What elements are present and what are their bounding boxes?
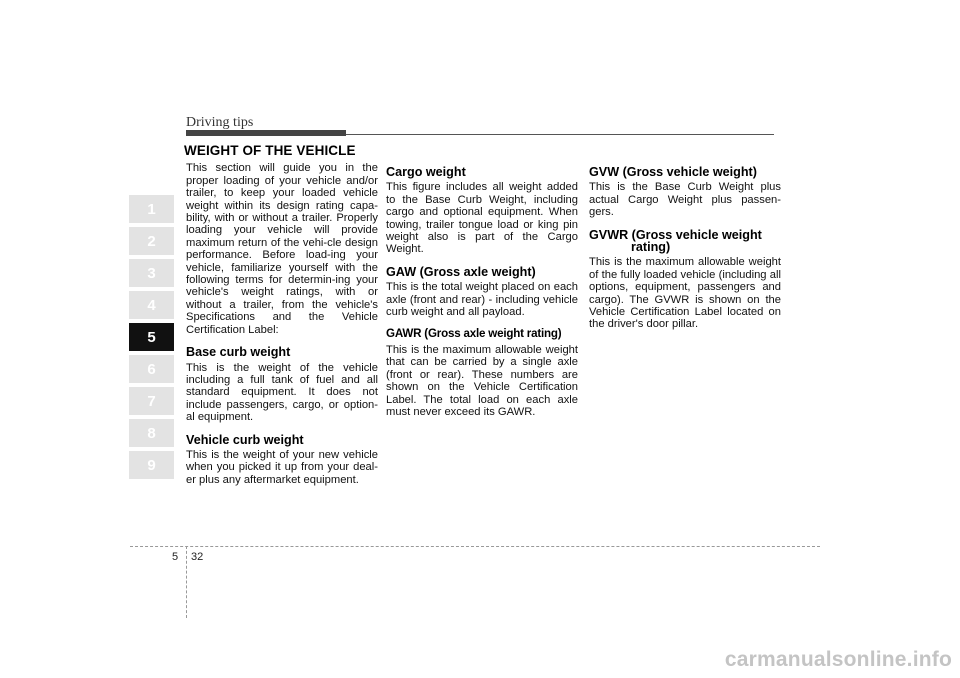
- gvwr-heading: [589, 229, 781, 254]
- page-chapter-number: 5: [172, 551, 179, 563]
- footer-divider: [186, 546, 187, 618]
- chapter-tab-2[interactable]: 2: [129, 227, 174, 255]
- chapter-tab-6[interactable]: 6: [129, 355, 174, 383]
- base-curb-text: This is the weight of the vehicle including a full tank of fuel and all standard equipment. It does not include passengers, cargo, or option-al equipment.: [186, 361, 378, 424]
- header-bar: [186, 130, 346, 136]
- gawr-heading: GAWR (Gross axle weight rating): [386, 327, 562, 341]
- cargo-text: This figure includes all weight added to the Base Curb Weight, including cargo and optional equipment. When towing, trailer tongue load or king pin weight also is part of the Cargo Weight.: [386, 181, 578, 256]
- gvwr-heading-line2: rating): [631, 240, 671, 255]
- gaw-heading: GAW (Gross axle weight): [386, 264, 536, 279]
- gawr-text: This is the maximum allowable weight that can be carried by a single axle (front or rear). These numbers are shown on the Vehicle Certification Label. The total load on each axle must never exceed its GAWR.: [386, 343, 578, 418]
- gaw-text: This is the total weight placed on each axle (front and rear) - including vehicle curb weight and all payload.: [386, 281, 578, 319]
- gvwr-heading-line1: GVWR (Gross vehicle weight: [589, 227, 762, 242]
- main-heading: WEIGHT OF THE VEHICLE: [184, 143, 356, 158]
- section-title: Driving tips: [186, 115, 254, 130]
- header-rule: [346, 134, 774, 135]
- chapter-tab-7[interactable]: 7: [129, 387, 174, 415]
- chapter-tab-5[interactable]: 5: [129, 323, 174, 351]
- cargo-heading: Cargo weight: [386, 165, 466, 179]
- column-left: [186, 145, 378, 486]
- column-right: [589, 145, 781, 331]
- vehicle-curb-text: This is the weight of your new vehicle when you picked it up from your deal-er plus any aftermarket equipment.: [186, 448, 378, 486]
- chapter-tab-8[interactable]: 8: [129, 419, 174, 447]
- column-middle: [386, 145, 578, 418]
- chapter-tab-4[interactable]: 4: [129, 291, 174, 319]
- chapter-tab-1[interactable]: 1: [129, 195, 174, 223]
- footer-rule: [130, 546, 820, 547]
- vehicle-curb-heading: Vehicle curb weight: [186, 432, 304, 447]
- gvwr-text: This is the maximum allowable weight of the fully loaded vehicle (including all options, equipment, passengers and cargo). The GVWR is shown on the Vehicle Certification Label located on the driver's door pillar.: [589, 256, 781, 331]
- gvw-text: This is the Base Curb Weight plus actual Cargo Weight plus passen-gers.: [589, 181, 781, 219]
- chapter-tab-3[interactable]: 3: [129, 259, 174, 287]
- base-curb-heading: Base curb weight: [186, 345, 291, 360]
- intro-paragraph: This section will guide you in the proper loading of your vehicle and/or trailer, to keep your loaded vehicle weight within its design rating capa-bility, with or without a trailer. Properly loading your vehicle will provide maximum return of the vehi-cle design performance. Before load-ing your vehicle, familiarize yourself with the following terms for determin-ing your vehicle's weight ratings, with or without a trailer, from the vehicle's Specifications and the Vehicle Certification Label:: [186, 162, 378, 336]
- watermark: carmanualsonline.info: [724, 648, 952, 671]
- page-number: 32: [191, 551, 204, 563]
- gvw-heading: GVW (Gross vehicle weight): [589, 165, 757, 179]
- chapter-tab-9[interactable]: 9: [129, 451, 174, 479]
- chapter-tabs: [129, 195, 174, 483]
